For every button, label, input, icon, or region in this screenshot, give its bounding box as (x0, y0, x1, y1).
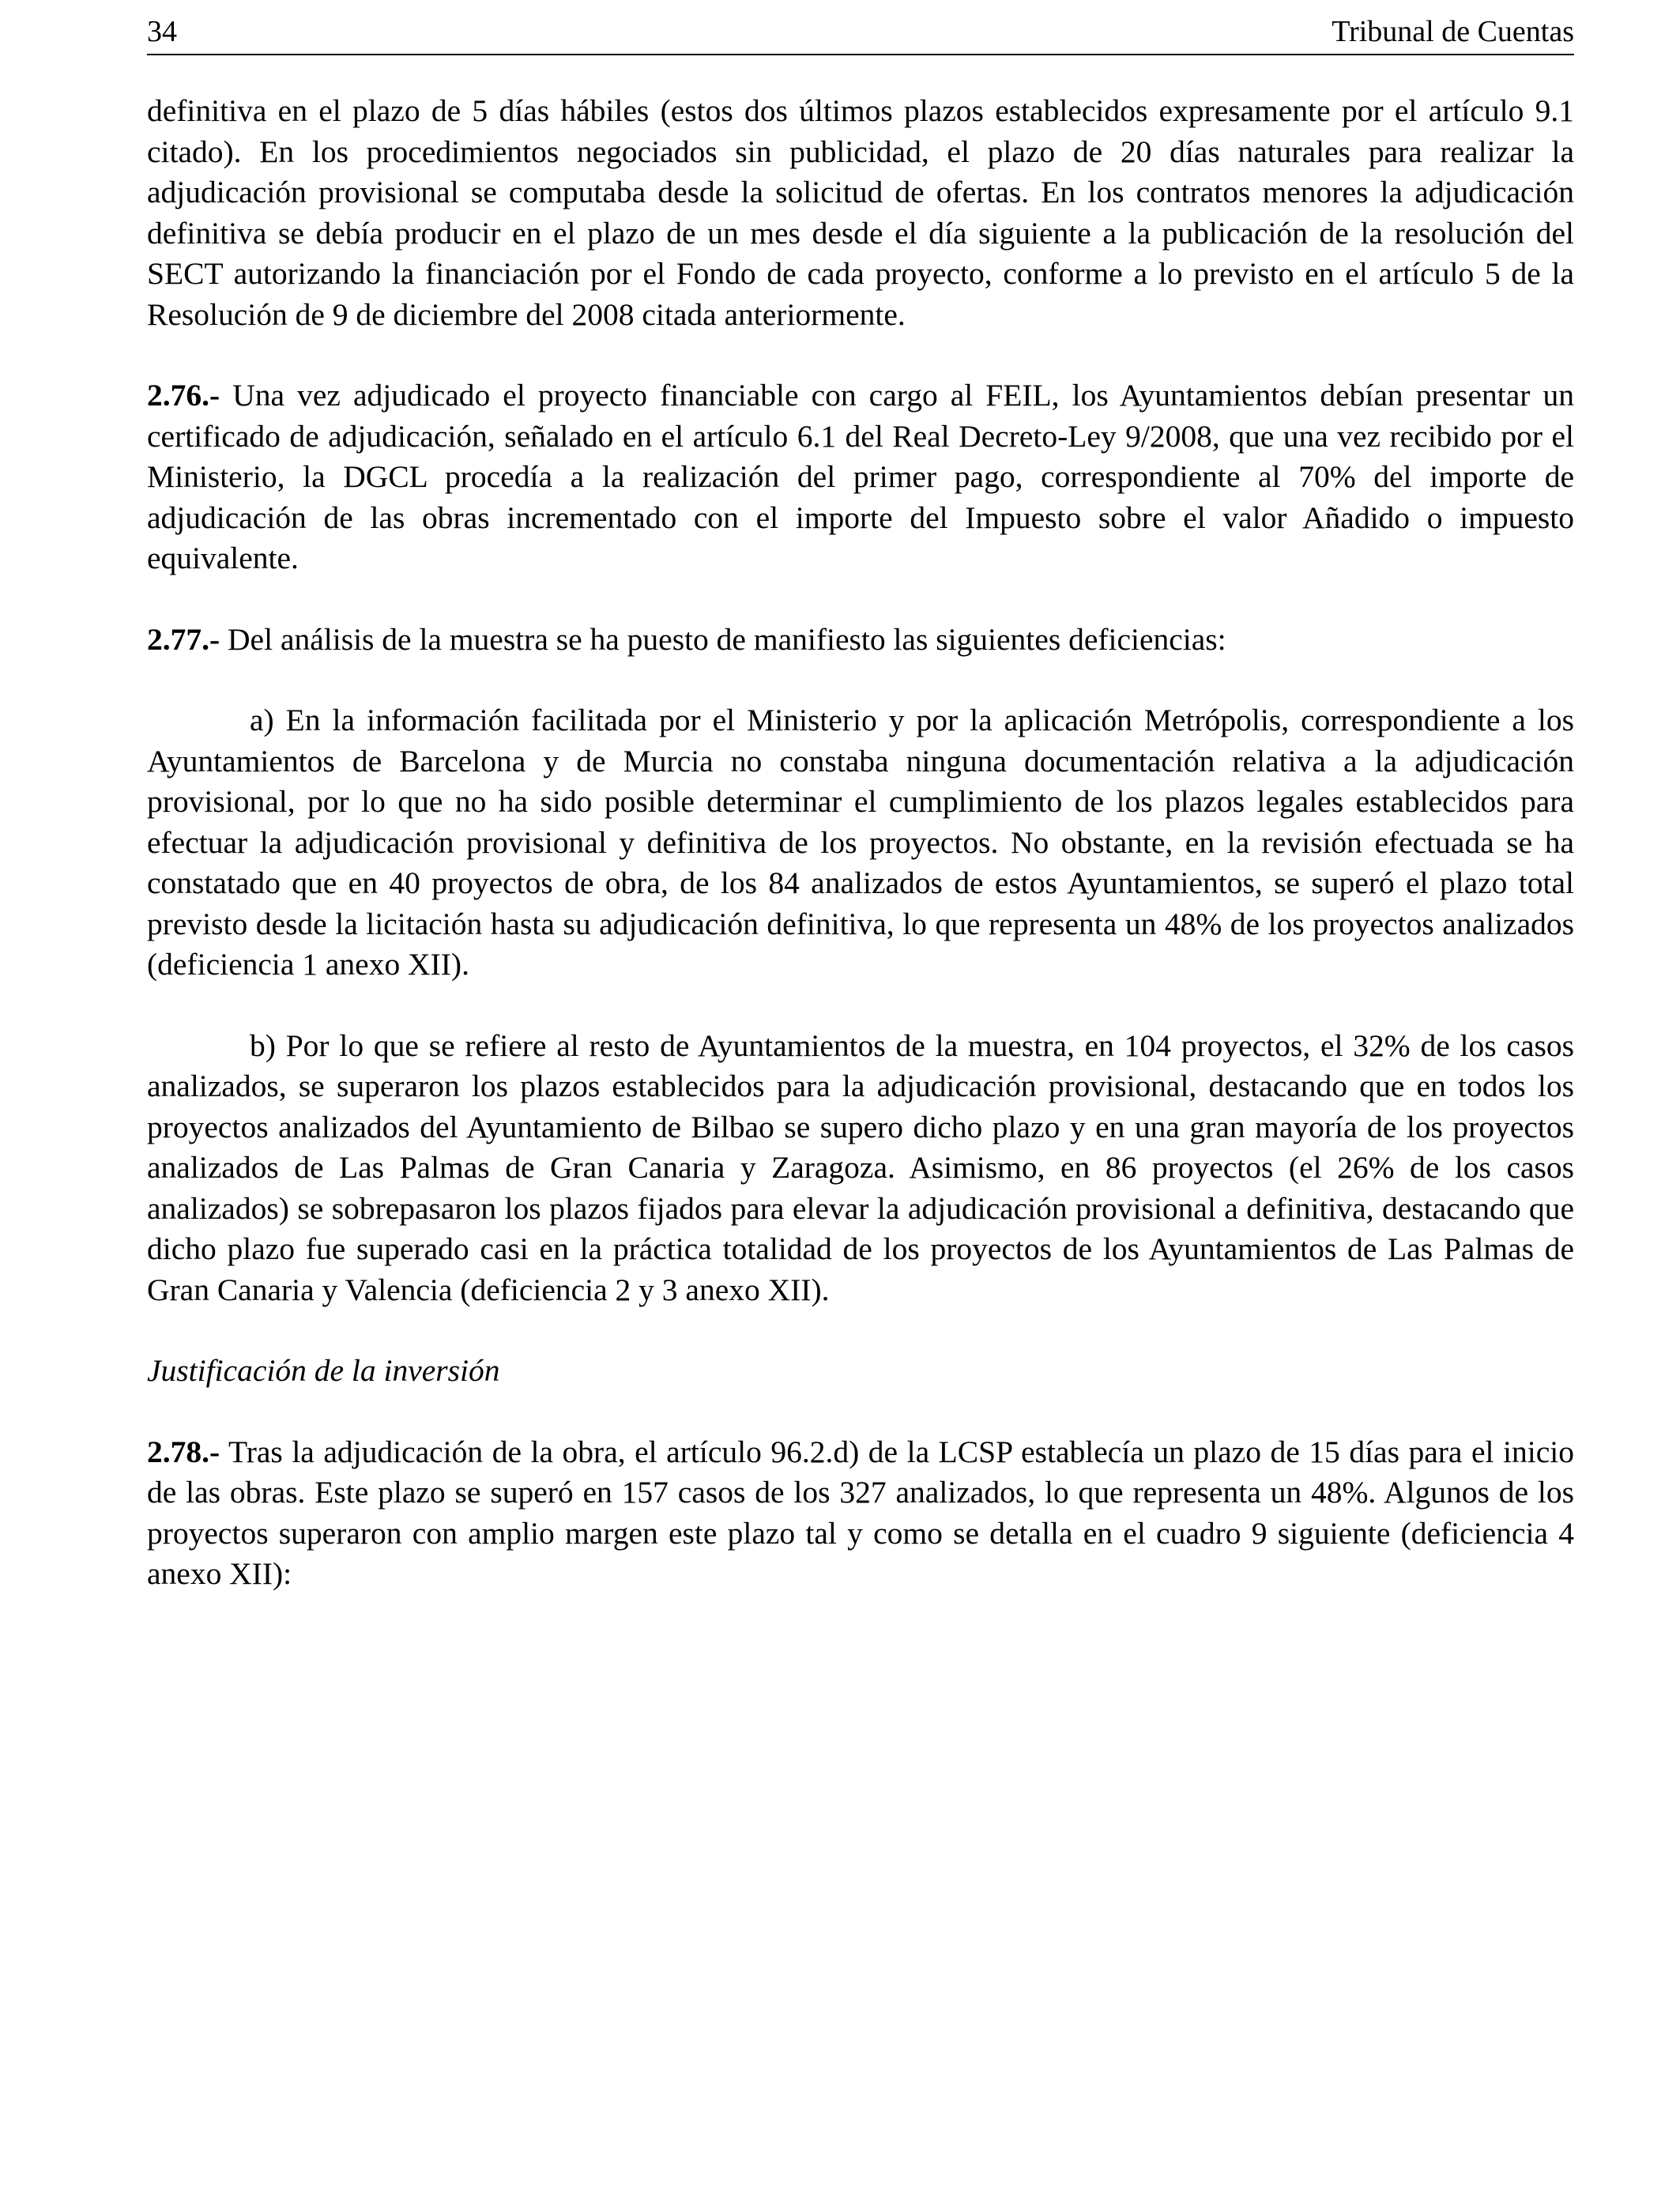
document-body (147, 91, 1574, 1595)
paragraph-number: 2.76.- (147, 378, 220, 413)
paragraph-2-77 (147, 620, 1574, 661)
paragraph-2-76 (147, 375, 1574, 579)
paragraph-continuation: definitiva en el plazo de 5 días hábiles (estos dos últimos plazos establecidos expresamente por el artículo 9.1 citado). En los procedimientos negociados sin publicidad, el plazo de 20 días naturales para realizar la adjudicación provisional se computaba desde la solicitud de ofertas. En los contratos menores la adjudicación definitiva se debía producir en el plazo de un mes desde el día siguiente a la publicación de la resolución del SECT autorizando la financiación por el Fondo de cada proyecto, conforme a lo previsto en el artículo 5 de la Resolución de 9 de diciembre del 2008 citada anteriormente. (147, 93, 1574, 332)
page-number: 34 (147, 15, 177, 48)
page-header (147, 11, 1574, 55)
paragraph-2-77-b: b) Por lo que se refiere al resto de Ayuntamientos de la muestra, en 104 proyectos, el 32% de los casos analizados, se superaron los plazos establecidos para la adjudicación provisional, destacando que en todos los proyectos analizados del Ayuntamiento de Bilbao se supero dicho plazo y en una gran mayoría de los proyectos analizados de Las Palmas de Gran Canaria y Zaragoza. Asimismo, en 86 proyectos (el 26% de los casos analizados) se sobrepasaron los plazos fijados para elevar la adjudicación provisional a definitiva, destacando que dicho plazo fue superado casi en la práctica totalidad de los proyectos de los Ayuntamientos de Las Palmas de Gran Canaria y Valencia (deficiencia 2 y 3 anexo XII). (147, 1027, 1574, 1307)
paragraph-2-77-a: a) En la información facilitada por el Ministerio y por la aplicación Metrópolis, correspondiente a los Ayuntamientos de Barcelona y de Murcia no constaba ninguna documentación relativa a la adjudicación provisional, por lo que no ha sido posible determinar el cumplimiento de los plazos legales establecidos para efectuar la adjudicación provisional y definitiva de los proyectos. No obstante, en la revisión efectuada se ha constatado que en 40 proyectos de obra, de los 84 analizados de estos Ayuntamientos, se superó el plazo total previsto desde la licitación hasta su adjudicación definitiva, lo que representa un 48% de los proyectos analizados (deficiencia 1 anexo XII). (147, 703, 1574, 982)
paragraph-text: Del análisis de la muestra se ha puesto de manifiesto las siguientes deficiencias: (228, 621, 1226, 657)
paragraph-text: Una vez adjudicado el proyecto financiable con cargo al FEIL, los Ayuntamientos debían presentar un certificado de adjudicación, señalado en el artículo 6.1 del Real Decreto-Ley 9/2008, que una vez recibido por el Ministerio, la DGCL procedía a la realización del primer pago, correspondiente al 70% del importe de adjudicación de las obras incrementado con el importe del Impuesto sobre el valor Añadido o impuesto equivalente. (147, 378, 1575, 575)
paragraph-number: 2.77.- (147, 621, 220, 657)
header-title: Tribunal de Cuentas (1332, 15, 1574, 48)
paragraph-number: 2.78.- (147, 1434, 220, 1469)
section-heading: Justificación de la inversión (147, 1353, 500, 1388)
paragraph-text: Tras la adjudicación de la obra, el artículo 96.2.d) de la LCSP establecía un plazo de 15 días para el inicio de las obras. Este plazo se superó en 157 casos de los 327 analizados, lo que representa un 48%. Algunos de los proyectos superaron con amplio margen este plazo tal y como se detalla en el cuadro 9 siguiente (deficiencia 4 anexo XII): (147, 1434, 1574, 1591)
paragraph-2-78 (147, 1432, 1574, 1595)
